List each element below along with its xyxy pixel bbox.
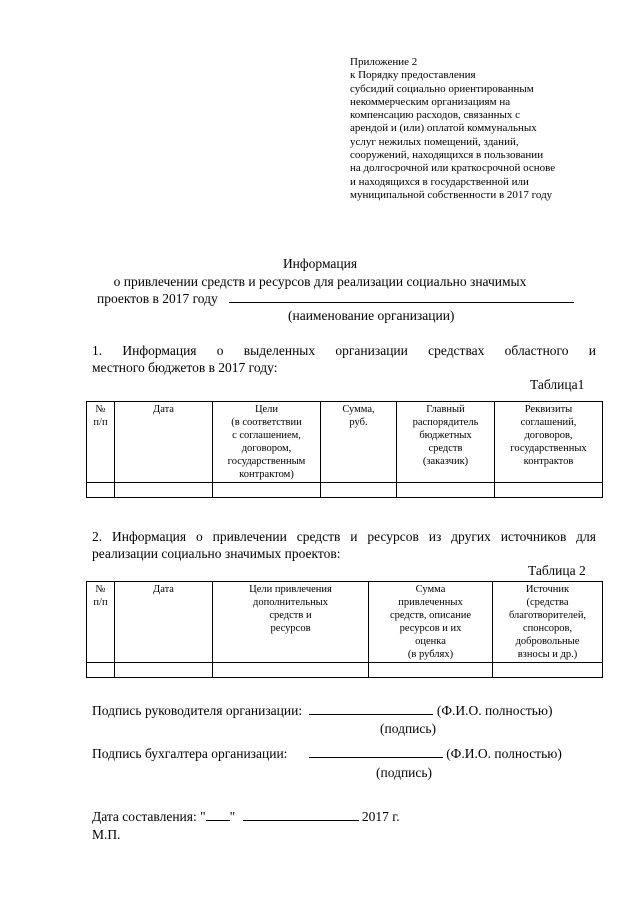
head-fio-caption: (Ф.И.О. полностью) — [436, 703, 553, 718]
compilation-date-line — [92, 808, 400, 825]
accountant-signature-blank[interactable] — [309, 745, 443, 758]
table1-header-row — [87, 402, 603, 483]
table1-cell[interactable] — [495, 483, 603, 498]
annex-line: к Порядку предоставления — [350, 69, 476, 82]
compilation-date-quote: " — [229, 809, 236, 824]
table-row — [87, 663, 603, 678]
annex-line: компенсацию расходов, связанных с — [350, 109, 521, 122]
table2-cell[interactable] — [213, 663, 369, 678]
table1-header-manager: Главный распорядитель бюджетных средств (заказчик) — [397, 402, 495, 483]
accountant-signature-label: Подпись бухгалтера организации: — [92, 746, 288, 761]
organization-name-blank[interactable] — [229, 290, 574, 303]
document-subtitle-line3 — [97, 290, 574, 307]
table1-cell[interactable] — [321, 483, 397, 498]
organization-name-caption: (наименование организации) — [288, 308, 455, 323]
annex-line: муниципальной собственности в 2017 году — [350, 188, 553, 201]
accountant-signature-line — [92, 745, 562, 762]
compilation-day-blank[interactable] — [206, 808, 230, 821]
table2-header-number: № п/п — [87, 582, 115, 663]
table1-header-requisites: Реквизиты соглашений, договоров, государственных контрактов — [495, 402, 603, 483]
head-signature-caption: (подпись) — [380, 721, 437, 736]
compilation-month-blank[interactable] — [243, 808, 359, 821]
table-row — [87, 483, 603, 498]
section2-heading-line1: 2. Информация о привлечении средств и ресурсов из других источников для — [92, 529, 596, 544]
accountant-signature-caption: (подпись) — [376, 765, 433, 780]
compilation-date-label: Дата составления: " — [92, 809, 206, 824]
table2-cell[interactable] — [369, 663, 493, 678]
table2-header-date: Дата — [115, 582, 213, 663]
annex-line: субсидий социально ориентированным — [350, 82, 534, 95]
section1-heading-line1: 1. Информация о выделенных организации средствах областного и — [92, 343, 596, 358]
document-title: Информация — [282, 256, 358, 271]
section2-heading-line2: реализации социально значимых проектов: — [92, 546, 341, 561]
annex-line: сооружений, находящихся в пользовании — [350, 149, 544, 162]
table2-cell[interactable] — [115, 663, 213, 678]
head-signature-line — [92, 702, 552, 719]
subtitle-year-text: проектов в 2017 году — [97, 291, 218, 306]
table1-header-date: Дата — [115, 402, 213, 483]
table1-header-number: № п/п — [87, 402, 115, 483]
annex-line: и находящихся в государственной или — [350, 175, 529, 188]
table1-label: Таблица1 — [530, 377, 585, 392]
table2-header-source: Источник (средства благотворителей, спонсоров, добровольные взносы и др.) — [493, 582, 603, 663]
table1 — [86, 401, 603, 498]
accountant-fio-caption: (Ф.И.О. полностью) — [446, 746, 562, 761]
annex-line: арендой и (или) оплатой коммунальных — [350, 122, 537, 135]
head-signature-label: Подпись руководителя организации: — [92, 703, 303, 718]
stamp-placeholder: М.П. — [92, 827, 121, 842]
section1-heading-line2: местного бюджетов в 2017 году: — [92, 360, 278, 375]
table1-cell[interactable] — [87, 483, 115, 498]
table2-cell[interactable] — [87, 663, 115, 678]
table2-label: Таблица 2 — [528, 563, 586, 578]
annex-block — [350, 56, 620, 202]
table1-header-goals: Цели (в соответствии с соглашением, договором, государственным контрактом) — [213, 402, 321, 483]
table1-cell[interactable] — [213, 483, 321, 498]
table1-cell[interactable] — [115, 483, 213, 498]
head-signature-blank[interactable] — [309, 702, 433, 715]
annex-line: услуг нежилых помещений, зданий, — [350, 135, 519, 148]
table2-header-goals: Цели привлечения дополнительных средств и ресурсов — [213, 582, 369, 663]
table2 — [86, 581, 603, 678]
table1-header-amount: Сумма, руб. — [321, 402, 397, 483]
table1-cell[interactable] — [397, 483, 495, 498]
compilation-year: 2017 г. — [361, 809, 400, 824]
annex-line: некоммерческим организациям на — [350, 95, 511, 108]
annex-line: на долгосрочной или краткосрочной основе — [350, 162, 556, 175]
table2-cell[interactable] — [493, 663, 603, 678]
table2-header-amount: Сумма привлеченных средств, описание ресурсов и их оценка (в рублях) — [369, 582, 493, 663]
table2-header-row — [87, 582, 603, 663]
document-subtitle: о привлечении средств и ресурсов для реализации социально значимых — [113, 274, 527, 289]
annex-line: Приложение 2 — [350, 56, 418, 68]
